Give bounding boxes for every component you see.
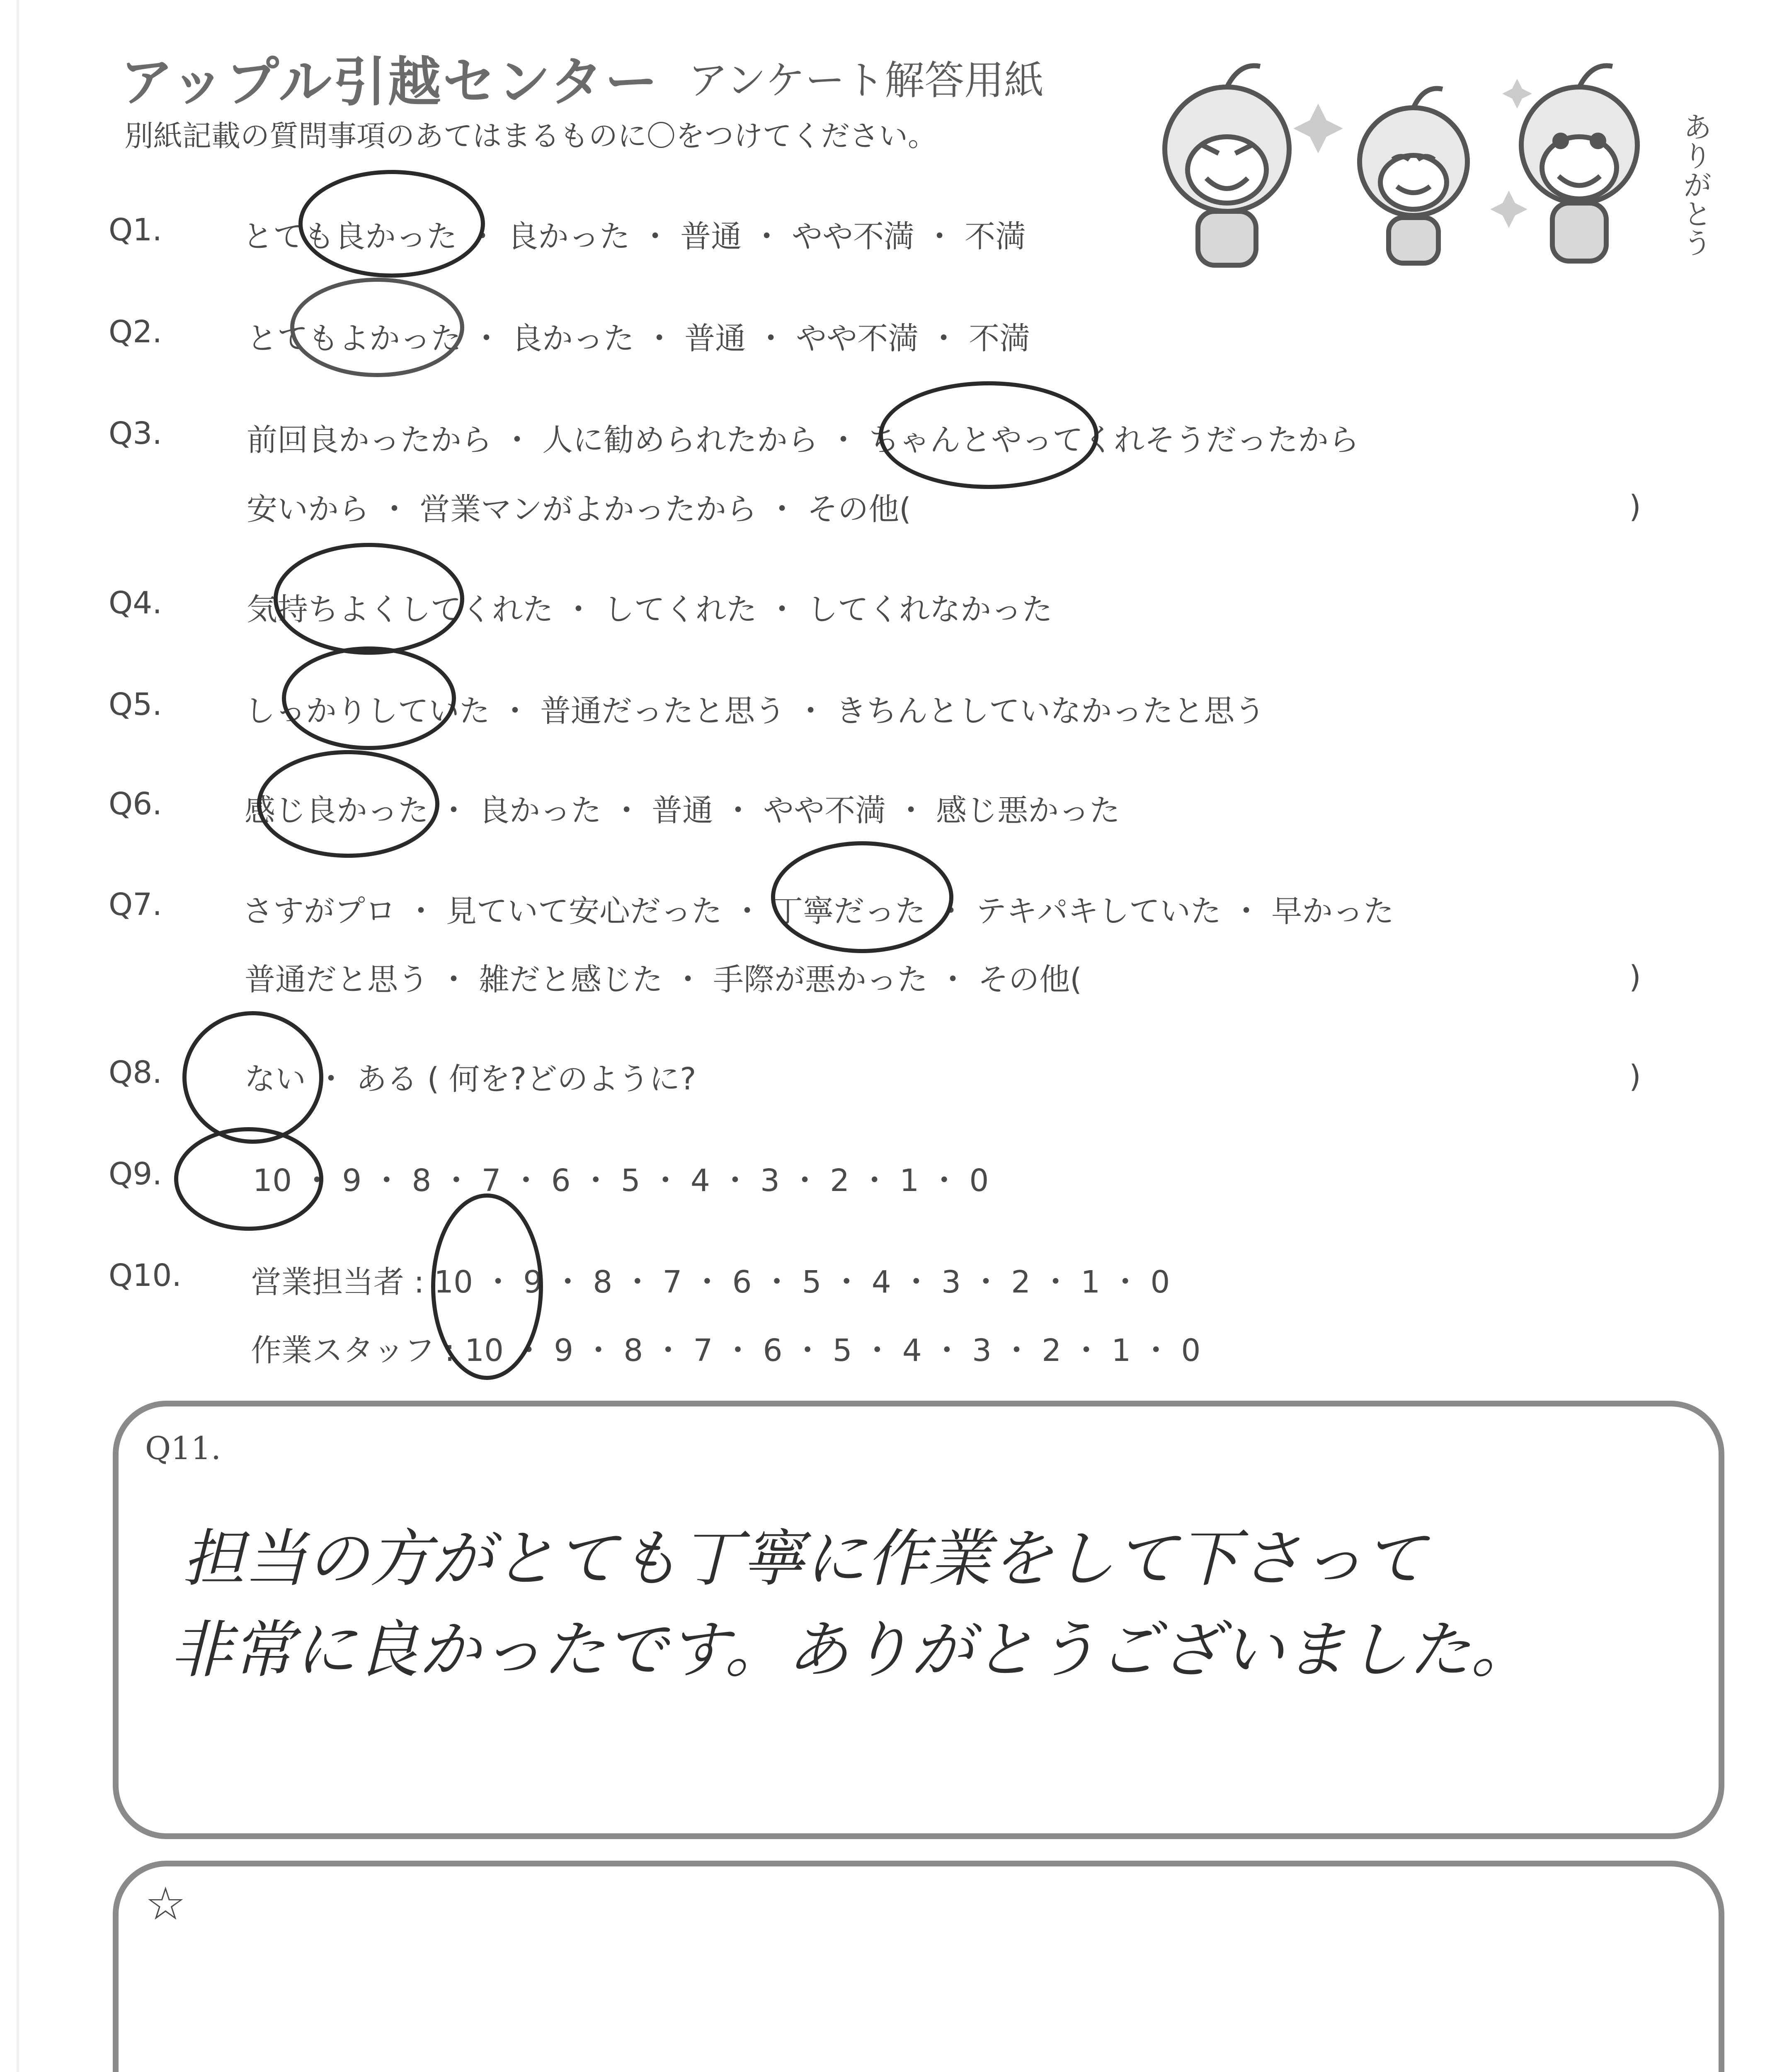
question-options-q7-line1: さすがプロ ・ 見ていて安心だった ・ 丁寧だった ・ テキパキしていた ・ 早かった — [242, 893, 1394, 929]
answer-circle-q5 — [282, 646, 456, 750]
mascot-monkeys-illustration — [1144, 54, 1716, 269]
question-label-q1: Q1. — [109, 212, 162, 248]
question-label-q3: Q3. — [109, 416, 162, 451]
answer-circle-q7 — [771, 841, 953, 953]
question-options-q8: ない ・ ある ( 何を?どのように? — [245, 1061, 696, 1097]
scan-edge-line — [17, 0, 19, 2072]
question-options-q5: しっかりしていた ・ 普通だったと思う ・ きちんとしていなかったと思う — [245, 693, 1266, 729]
question-label-q10: Q10. — [109, 1258, 182, 1293]
close-paren-q3: ) — [1629, 489, 1641, 525]
answer-circle-q6 — [257, 750, 439, 858]
answer-circle-q10 — [431, 1193, 543, 1380]
close-paren-q8: ) — [1629, 1059, 1641, 1094]
question-options-q6: 感じ良かった ・ 良かった ・ 普通 ・ やや不満 ・ 感じ悪かった — [245, 793, 1120, 828]
question-options-q4: 気持ちよくしてくれた ・ してくれた ・ してくれなかった — [247, 592, 1053, 627]
question-label-q6: Q6. — [109, 786, 162, 822]
question-label-q5: Q5. — [109, 687, 162, 722]
question-options-q3-line2: 安いから ・ 営業マンがよかったから ・ その他( — [247, 491, 911, 527]
question-options-q7-line2: 普通だと思う ・ 雑だと感じた ・ 手際が悪かった ・ その他( — [245, 962, 1082, 997]
question-label-q7: Q7. — [109, 887, 162, 922]
thanks-text: ありがとう — [1678, 112, 1712, 257]
form-title: アンケート解答用紙 — [688, 57, 1044, 104]
question-options-q10-sales: 営業担当者 : 10 ・ 9 ・ 8 ・ 7 ・ 6 ・ 5 ・ 4 ・ 3 ・ 2 ・ 1 ・ 0 — [251, 1264, 1170, 1300]
instruction-text: 別紙記載の質問事項のあてはまるものに〇をつけてください。 — [124, 119, 937, 153]
q11-label: Q11. — [145, 1430, 221, 1467]
close-paren-q7: ) — [1629, 959, 1641, 995]
question-label-q8: Q8. — [109, 1055, 162, 1090]
question-label-q9: Q9. — [109, 1156, 162, 1192]
answer-circle-q2 — [290, 278, 464, 377]
star-comment-box — [113, 1861, 1724, 2072]
star-label: ☆ — [145, 1877, 186, 1930]
question-options-q2: とてもよかった ・ 良かった ・ 普通 ・ やや不満 ・ 不満 — [247, 321, 1030, 356]
question-options-q10-staff: 作業スタッフ : 10 ・ 9 ・ 8 ・ 7 ・ 6 ・ 5 ・ 4 ・ 3 ・ 2 ・ 1 ・ 0 — [251, 1333, 1201, 1368]
company-name: アップル引越センター — [120, 51, 659, 113]
answer-circle-q9 — [174, 1127, 323, 1231]
answer-circle-q3 — [879, 381, 1098, 489]
question-options-q3-line1: 前回良かったから ・ 人に勧められたから ・ ちゃんとやってくれそうだったから — [247, 422, 1360, 458]
answer-circle-q8 — [182, 1011, 323, 1144]
q11-answer-line2: 非常に良かったです。ありがとうございました。 — [170, 1614, 1533, 1686]
question-options-q1: とても良かった ・ 良かった ・ 普通 ・ やや不満 ・ 不満 — [242, 219, 1026, 254]
q11-answer-line1: 担当の方がとても丁寧に作業をして下さって — [182, 1523, 1426, 1595]
question-options-q9: 10 ・ 9 ・ 8 ・ 7 ・ 6 ・ 5 ・ 4 ・ 3 ・ 2 ・ 1 ・ 0 — [253, 1163, 989, 1198]
question-label-q2: Q2. — [109, 314, 162, 350]
answer-circle-q1 — [298, 170, 485, 278]
answer-circle-q4 — [274, 543, 464, 655]
question-label-q4: Q4. — [109, 585, 162, 621]
